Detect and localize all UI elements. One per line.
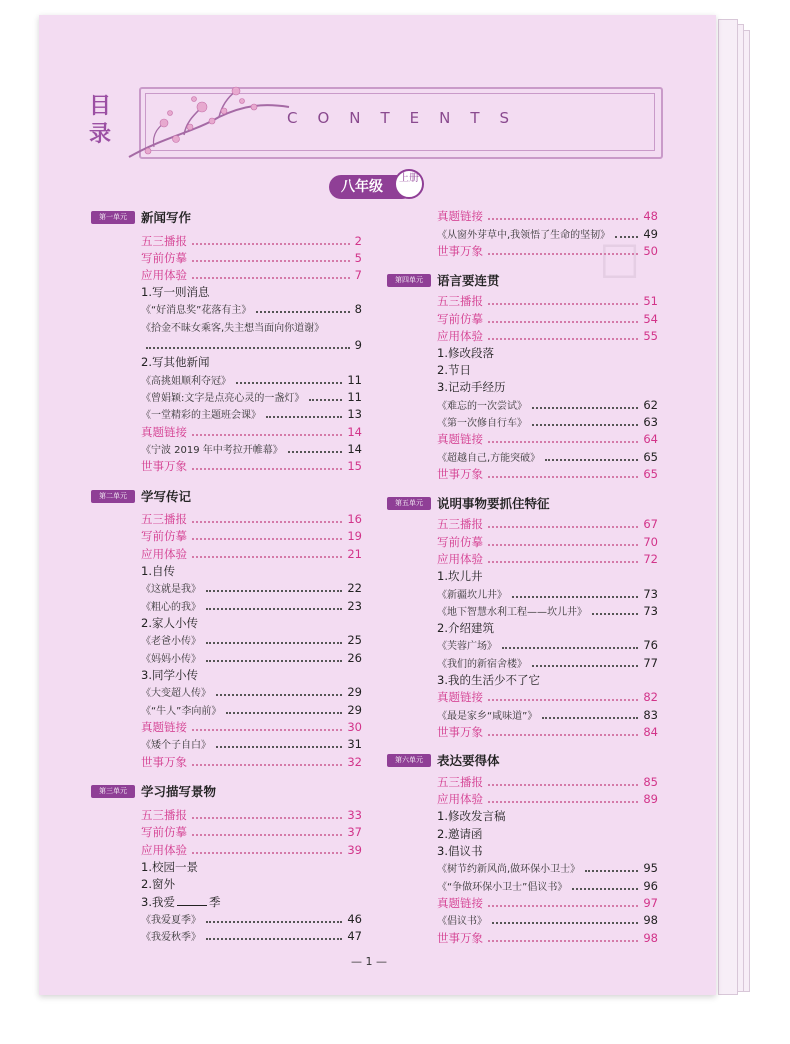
toc-subheading[interactable]: [141, 875, 362, 892]
toc-label: 《老爸小传》: [141, 636, 201, 647]
toc-article-link[interactable]: [141, 318, 362, 335]
toc-label: 《我们的新宿舍楼》: [437, 659, 527, 670]
dot-leader: [192, 520, 342, 523]
dot-leader: [488, 733, 638, 736]
toc-label: 世事万象: [141, 754, 187, 769]
toc-label: 世事万象: [437, 466, 483, 481]
toc-label: 《拾金不昧女乘客,失主想当面向你道谢》: [141, 323, 325, 334]
toc-label: 《新疆坎儿井》: [437, 590, 507, 601]
dot-leader: [585, 869, 638, 872]
toc-label: 应用体验: [437, 328, 483, 343]
toc-article-link[interactable]: [141, 388, 362, 405]
toc-section-link[interactable]: [141, 510, 362, 527]
unit-title: 语言要连贯: [437, 273, 500, 288]
toc-page-number: 67: [643, 516, 658, 531]
unit-title: 说明事物要抓住特征: [437, 496, 550, 511]
unit-title: 学写传记: [141, 489, 192, 504]
toc-label: 世事万象: [141, 458, 187, 473]
toc-label: 《妈妈小传》: [141, 654, 201, 665]
dot-leader: [206, 641, 342, 644]
dot-leader: [512, 595, 638, 598]
toc-label: 《“牛人”李向前》: [141, 706, 222, 717]
plum-blossom-icon: [124, 77, 294, 167]
toc-label: 世事万象: [437, 724, 483, 739]
toc-page-number: 19: [347, 528, 362, 543]
unit-title: 学习描写景物: [141, 784, 217, 799]
toc-label: 写前仿摹: [437, 311, 483, 326]
toc-page-number: 33: [347, 807, 362, 822]
toc-label: 《超越自己,方能突破》: [437, 453, 541, 464]
dot-leader: [206, 659, 342, 662]
toc-page-number: 62: [643, 397, 658, 412]
toc-page-number: 15: [347, 458, 362, 473]
toc-page-number: 39: [347, 842, 362, 857]
dot-leader: [192, 242, 350, 245]
page-number: — 1 —: [351, 955, 387, 968]
dot-leader: [488, 698, 638, 701]
toc-label: 应用体验: [437, 791, 483, 806]
toc-page-number: 65: [643, 466, 658, 481]
toc-page-number: 48: [643, 208, 658, 223]
toc-page-number: 9: [354, 337, 362, 352]
toc-article-link[interactable]: [141, 701, 362, 718]
toc-label: 《第一次修自行车》: [437, 418, 527, 429]
dot-leader: [488, 525, 638, 528]
toc-label: 3.记动手经历: [437, 379, 506, 394]
toc-article-link[interactable]: [437, 706, 658, 723]
toc-page-number: 65: [643, 449, 658, 464]
toc-page-number: 2: [354, 233, 362, 248]
contents-heading: CONTENTS: [287, 109, 530, 127]
toc-article-link[interactable]: [437, 585, 658, 602]
toc-page-number: 97: [643, 895, 658, 910]
dot-leader: [192, 833, 342, 836]
toc-page-number: 7: [354, 267, 362, 282]
toc-article-link[interactable]: [141, 300, 362, 317]
toc-page-number: 29: [347, 702, 362, 717]
toc-label: 2.介绍建筑: [437, 620, 494, 635]
dot-leader: [488, 252, 638, 255]
dot-leader: [192, 467, 342, 470]
toc-label: 写前仿摹: [141, 528, 187, 543]
toc-article-link[interactable]: [141, 927, 362, 944]
toc-article-link[interactable]: [141, 683, 362, 700]
unit-badge: 第五单元: [387, 497, 431, 510]
toc-article-link[interactable]: [141, 440, 362, 457]
toc-article-link[interactable]: [141, 597, 362, 614]
dot-leader: [488, 560, 638, 563]
toc-page-number: 95: [643, 860, 658, 875]
toc-article-link[interactable]: [437, 448, 658, 465]
toc-label: 《我爱夏季》: [141, 915, 201, 926]
toc-label: 五三播报: [437, 293, 483, 308]
toc-label: 《曾娟颖:文字是点亮心灵的一盏灯》: [141, 393, 305, 404]
toc-label: 《矮个子自白》: [141, 740, 211, 751]
dot-leader: [206, 607, 342, 610]
toc-section-link[interactable]: [437, 723, 658, 740]
unit-badge: 第三单元: [91, 785, 135, 798]
toc-label: 1.坎儿井: [437, 568, 483, 583]
toc-page-number: 84: [643, 724, 658, 739]
dot-leader: [488, 475, 638, 478]
toc-label: 1.自传: [141, 563, 175, 578]
toc-label: 真题链接: [437, 431, 483, 446]
page-title-mulu: 目录: [89, 94, 112, 147]
toc-article-link[interactable]: [141, 371, 362, 388]
toc-page-number: 14: [347, 441, 362, 456]
toc-subheading[interactable]: [437, 344, 658, 361]
toc-page-number: 14: [347, 424, 362, 439]
toc-label: 真题链接: [437, 689, 483, 704]
dot-leader: [192, 537, 342, 540]
grade-volume-badge: 上册: [394, 169, 424, 199]
toc-subheading[interactable]: [141, 666, 362, 683]
toc-page-number: 77: [643, 655, 658, 670]
toc-subheading[interactable]: [141, 562, 362, 579]
dot-leader: [192, 433, 342, 436]
dot-leader: [192, 763, 342, 766]
dot-leader: [488, 543, 638, 546]
toc-subheading[interactable]: [141, 353, 362, 370]
toc-article-link[interactable]: [141, 735, 362, 752]
toc-page-number: 8: [354, 301, 362, 316]
toc-section-link[interactable]: [437, 790, 658, 807]
dot-leader: [545, 458, 638, 461]
toc-article-link[interactable]: [141, 631, 362, 648]
dot-leader: [488, 800, 638, 803]
toc-label: 2.写其他新闻: [141, 354, 210, 369]
toc-article-link[interactable]: [437, 636, 658, 653]
toc-label: 1.修改发言稿: [437, 808, 506, 823]
toc-label: 3.倡议书: [437, 843, 483, 858]
toc-article-link[interactable]: [437, 654, 658, 671]
dot-leader: [309, 398, 342, 401]
dot-leader: [488, 939, 638, 942]
toc-section-link[interactable]: [437, 310, 658, 327]
toc-page-number: 26: [347, 650, 362, 665]
toc-section-link[interactable]: [437, 773, 658, 790]
toc-label: 1.写一则消息: [141, 284, 210, 299]
dot-leader: [192, 276, 350, 279]
toc-article-link[interactable]: [437, 225, 658, 242]
toc-page-number: 5: [354, 250, 362, 265]
toc-article-link[interactable]: [141, 910, 362, 927]
toc-page-number: 37: [347, 824, 362, 839]
toc-label: 真题链接: [141, 719, 187, 734]
toc-label: 《高挑姐顺利夺冠》: [141, 376, 231, 387]
dot-leader: [488, 337, 638, 340]
toc-section-link[interactable]: [141, 841, 362, 858]
toc-label: 2.窗外: [141, 876, 175, 891]
toc-section-link[interactable]: [437, 533, 658, 550]
dot-leader: [502, 646, 638, 649]
toc-section-link[interactable]: [437, 550, 658, 567]
toc-label: 写前仿摹: [141, 824, 187, 839]
toc-section-link[interactable]: [437, 430, 658, 447]
toc-page-number: 29: [347, 684, 362, 699]
toc-label: 3.同学小传: [141, 667, 198, 682]
toc-section-link[interactable]: [437, 327, 658, 344]
toc-article-link[interactable]: [437, 602, 658, 619]
toc-subheading[interactable]: [437, 842, 658, 859]
toc-section-link[interactable]: [437, 688, 658, 705]
toc-subheading[interactable]: [437, 807, 658, 824]
toc-page-number: 98: [643, 912, 658, 927]
toc-page-number: 13: [347, 406, 362, 421]
toc-page-number: 50: [643, 243, 658, 258]
toc-label: 应用体验: [141, 267, 187, 282]
toc-page-number: 85: [643, 774, 658, 789]
toc-subheading[interactable]: [437, 361, 658, 378]
toc-label: 《芙蓉广场》: [437, 641, 497, 652]
toc-article-link[interactable]: [437, 877, 658, 894]
toc-label-part: 季: [208, 894, 221, 909]
toc-section-link[interactable]: [141, 249, 362, 266]
toc-label: 《难忘的一次尝试》: [437, 401, 527, 412]
toc-page-number: 54: [643, 311, 658, 326]
dot-leader: [192, 851, 342, 854]
toc-label: 《一堂精彩的主题班会课》: [141, 410, 261, 421]
toc-label: 《粗心的我》: [141, 602, 201, 613]
dot-leader: [206, 937, 342, 940]
toc-label: 《树节约新风尚,做环保小卫士》: [437, 864, 581, 875]
toc-label: 《宁波 2019 年中考拉开帷幕》: [141, 445, 283, 456]
toc-page-number: 47: [347, 928, 362, 943]
toc-label: 《“好消息奖”花落有主》: [141, 305, 252, 316]
toc-page-number: 96: [643, 878, 658, 893]
dot-leader: [532, 423, 638, 426]
toc-page-number: 23: [347, 598, 362, 613]
toc-section-link[interactable]: [141, 232, 362, 249]
unit-badge: 第一单元: [91, 211, 135, 224]
toc-label: 真题链接: [437, 895, 483, 910]
toc-page-number: 31: [347, 736, 362, 751]
toc-page-number: 46: [347, 911, 362, 926]
dot-leader: [532, 664, 638, 667]
toc-section-link[interactable]: [141, 423, 362, 440]
toc-article-link[interactable]: [141, 649, 362, 666]
toc-label: 1.校园一景: [141, 859, 198, 874]
dot-leader: [256, 310, 349, 313]
toc-article-link[interactable]: [141, 579, 362, 596]
toc-section-link[interactable]: [437, 207, 658, 224]
toc-section-link[interactable]: [141, 753, 362, 770]
toc-label: 3.我的生活少不了它: [437, 672, 540, 687]
toc-label: 《从窗外芽草中,我领悟了生命的坚韧》: [437, 230, 611, 241]
toc-page-number: 76: [643, 637, 658, 652]
toc-section-link[interactable]: [437, 465, 658, 482]
dot-leader: [592, 612, 638, 615]
toc-label: 《地下智慧水利工程——坎儿井》: [437, 607, 587, 618]
unit-badge: 第二单元: [91, 490, 135, 503]
toc-label: 五三播报: [141, 511, 187, 526]
toc-label: 五三播报: [437, 774, 483, 789]
toc-label: 2.邀请函: [437, 826, 483, 841]
toc-page-number: 55: [643, 328, 658, 343]
toc-page-number: 82: [643, 689, 658, 704]
toc-section-link[interactable]: [437, 242, 658, 259]
dot-leader: [488, 217, 638, 220]
toc-subheading[interactable]: [437, 378, 658, 395]
toc-subheading[interactable]: [437, 619, 658, 636]
dot-leader: [236, 381, 342, 384]
toc-page-number: 73: [643, 586, 658, 601]
toc-section-link[interactable]: [141, 457, 362, 474]
toc-article-link[interactable]: [437, 413, 658, 430]
grade-label: 八年级: [329, 175, 414, 199]
toc-label: 写前仿摹: [437, 534, 483, 549]
toc-label: 《我爱秋季》: [141, 932, 201, 943]
toc-page-number: 89: [643, 791, 658, 806]
toc-label: 《“争做环保小卫士”倡议书》: [437, 882, 568, 893]
toc-label: 五三播报: [141, 807, 187, 822]
dot-leader: [488, 783, 638, 786]
dot-leader: [192, 259, 350, 262]
page-edge: [718, 19, 738, 995]
dot-leader: [146, 346, 350, 349]
toc-page-number: 72: [643, 551, 658, 566]
toc-label: 应用体验: [437, 551, 483, 566]
toc-article-link[interactable]: [437, 396, 658, 413]
toc-label: 《这就是我》: [141, 584, 201, 595]
toc-label-part: 3.我爱: [141, 894, 175, 909]
toc-section-link[interactable]: [141, 266, 362, 283]
toc-section-link[interactable]: [141, 545, 362, 562]
dot-leader: [488, 320, 638, 323]
dot-leader: [615, 235, 638, 238]
dot-leader: [216, 693, 342, 696]
toc-subheading[interactable]: [141, 858, 362, 875]
toc-article-link[interactable]: [437, 911, 658, 928]
toc-article-link[interactable]: [437, 859, 658, 876]
toc-page-number: 16: [347, 511, 362, 526]
toc-label: 2.家人小传: [141, 615, 198, 630]
toc-section-link[interactable]: [141, 527, 362, 544]
toc-page-number: 32: [347, 754, 362, 769]
toc-label: 五三播报: [141, 233, 187, 248]
unit-badge: 第六单元: [387, 754, 431, 767]
toc-label: 应用体验: [141, 546, 187, 561]
unit-badge: 第四单元: [387, 274, 431, 287]
toc-page-number: 25: [347, 632, 362, 647]
toc-page-number: 73: [643, 603, 658, 618]
toc-label: 《最是家乡“咸味道”》: [437, 711, 538, 722]
toc-subheading[interactable]: [141, 893, 362, 910]
toc-section-link[interactable]: [141, 823, 362, 840]
toc-subheading[interactable]: [141, 336, 362, 353]
toc-subheading[interactable]: [437, 567, 658, 584]
toc-page-number: 30: [347, 719, 362, 734]
toc-page-number: 83: [643, 707, 658, 722]
dot-leader: [572, 887, 638, 890]
toc-subheading[interactable]: [437, 671, 658, 688]
toc-label: [141, 894, 220, 910]
toc-page-number: 11: [347, 389, 362, 404]
toc-page-number: 70: [643, 534, 658, 549]
toc-section-link[interactable]: [437, 292, 658, 309]
toc-label: 应用体验: [141, 842, 187, 857]
dot-leader: [216, 745, 342, 748]
toc-page-number: 64: [643, 431, 658, 446]
toc-page-number: 22: [347, 580, 362, 595]
toc-section-link[interactable]: [141, 806, 362, 823]
toc-label: 世事万象: [437, 243, 483, 258]
toc-page-number: 98: [643, 930, 658, 945]
dot-leader: [488, 302, 638, 305]
dot-leader: [488, 904, 638, 907]
dot-leader: [288, 450, 343, 453]
dot-leader: [488, 440, 638, 443]
toc-section-link[interactable]: [141, 718, 362, 735]
toc-label: 真题链接: [141, 424, 187, 439]
dot-leader: [492, 921, 638, 924]
dot-leader: [266, 415, 342, 418]
toc-section-link[interactable]: [437, 894, 658, 911]
toc-subheading[interactable]: [141, 614, 362, 631]
toc-section-link[interactable]: [437, 929, 658, 946]
dot-leader: [226, 711, 342, 714]
toc-section-link[interactable]: [437, 515, 658, 532]
toc-page-number: 63: [643, 414, 658, 429]
dot-leader: [532, 406, 638, 409]
toc-label: 世事万象: [437, 930, 483, 945]
toc-article-link[interactable]: [141, 405, 362, 422]
toc-label: 《大变超人传》: [141, 688, 211, 699]
fill-blank-line: [177, 894, 207, 906]
ghost-bleed-through: ☐: [599, 235, 641, 289]
toc-page-number: 21: [347, 546, 362, 561]
toc-subheading[interactable]: [437, 825, 658, 842]
dot-leader: [542, 716, 638, 719]
toc-label: 真题链接: [437, 208, 483, 223]
dot-leader: [206, 920, 342, 923]
toc-label: 《倡议书》: [437, 916, 487, 927]
toc-page-number: 51: [643, 293, 658, 308]
toc-label: 2.节日: [437, 362, 471, 377]
toc-label: 五三播报: [437, 516, 483, 531]
dot-leader: [206, 589, 342, 592]
unit-title: 新闻写作: [141, 210, 192, 225]
dot-leader: [192, 728, 342, 731]
unit-title: 表达要得体: [437, 753, 500, 768]
dot-leader: [192, 555, 342, 558]
toc-page-number: 49: [643, 226, 658, 241]
toc-label: 写前仿摹: [141, 250, 187, 265]
dot-leader: [192, 816, 342, 819]
toc-subheading[interactable]: [141, 283, 362, 300]
toc-label: 1.修改段落: [437, 345, 494, 360]
toc-page-number: 11: [347, 372, 362, 387]
